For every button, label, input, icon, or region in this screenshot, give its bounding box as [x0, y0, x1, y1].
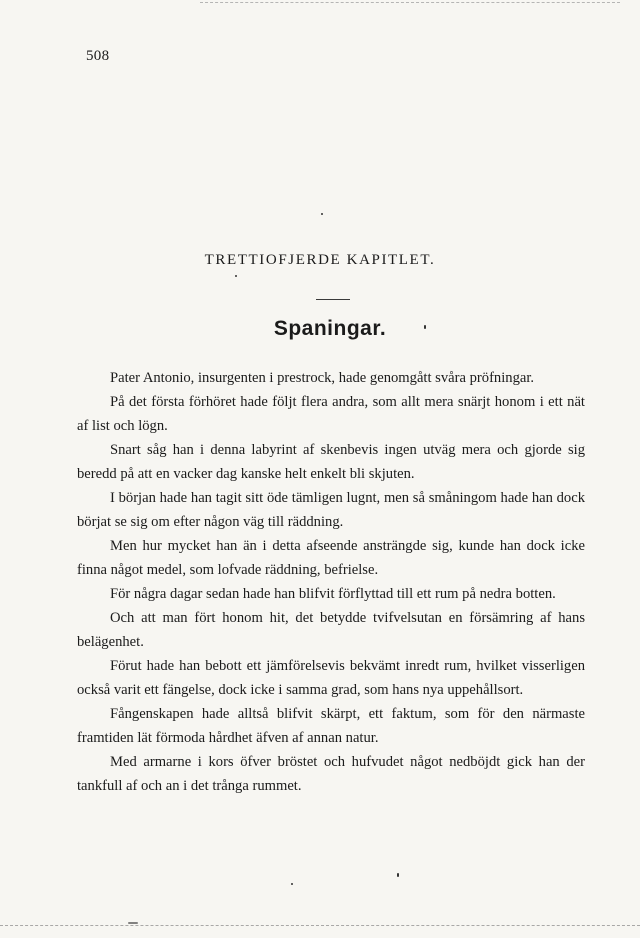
- paragraph: Men hur mycket han än i detta afseende ansträngde sig, kunde han dock icke finna något medel, som lofvade räddning, befrielse.: [77, 538, 585, 578]
- ink-speck: [424, 325, 426, 329]
- ink-speck: [397, 873, 399, 877]
- bottom-edge-rule: [0, 925, 640, 926]
- paragraph: Och att man fört honom hit, det betydde tvifvelsutan en försämring af hans belägenhet.: [77, 610, 585, 650]
- paragraph: Förut hade han bebott ett jämförelsevis bekvämt inredt rum, hvilket visserligen också varit ett fängelse, dock icke i samma grad, som hans nya uppehållsort.: [77, 658, 585, 698]
- body-text: [77, 366, 585, 798]
- ink-speck: [128, 922, 138, 924]
- paragraph: Snart såg han i denna labyrint af skenbevis ingen utväg mera och gjorde sig beredd på att en vacker dag kanske helt enkelt bli skjuten.: [77, 442, 585, 482]
- paragraph: Pater Antonio, insurgenten i prestrock, hade genomgått svåra pröfningar.: [110, 370, 535, 386]
- ink-speck: [235, 275, 237, 277]
- chapter-title: Spaningar.: [273, 317, 387, 340]
- paragraph: För några dagar sedan hade han blifvit förflyttad till ett rum på nedra botten.: [110, 586, 556, 602]
- ink-speck: [291, 883, 293, 885]
- top-edge-rule: [200, 2, 620, 3]
- paragraph: På det första förhöret hade följt flera andra, som allt mera snärjt honom i ett nät af list och lögn.: [77, 394, 585, 434]
- paragraph: Med armarne i kors öfver bröstet och hufvudet något nedböjdt gick han der tankfull af och an i det trånga rummet.: [77, 754, 585, 794]
- ink-speck: [321, 213, 323, 215]
- chapter-heading: TRETTIOFJERDE KAPITLET.: [204, 252, 436, 268]
- paragraph: Fångenskapen hade alltså blifvit skärpt, ett faktum, som för den närmaste framtiden lät förmoda hårdhet äfven af annan natur.: [77, 706, 585, 746]
- section-divider: [316, 299, 350, 300]
- paragraph: I början hade han tagit sitt öde tämligen lugnt, men så småningom hade han dock börjat se sig om efter någon väg till räddning.: [77, 490, 585, 530]
- page-number: 508: [86, 48, 110, 64]
